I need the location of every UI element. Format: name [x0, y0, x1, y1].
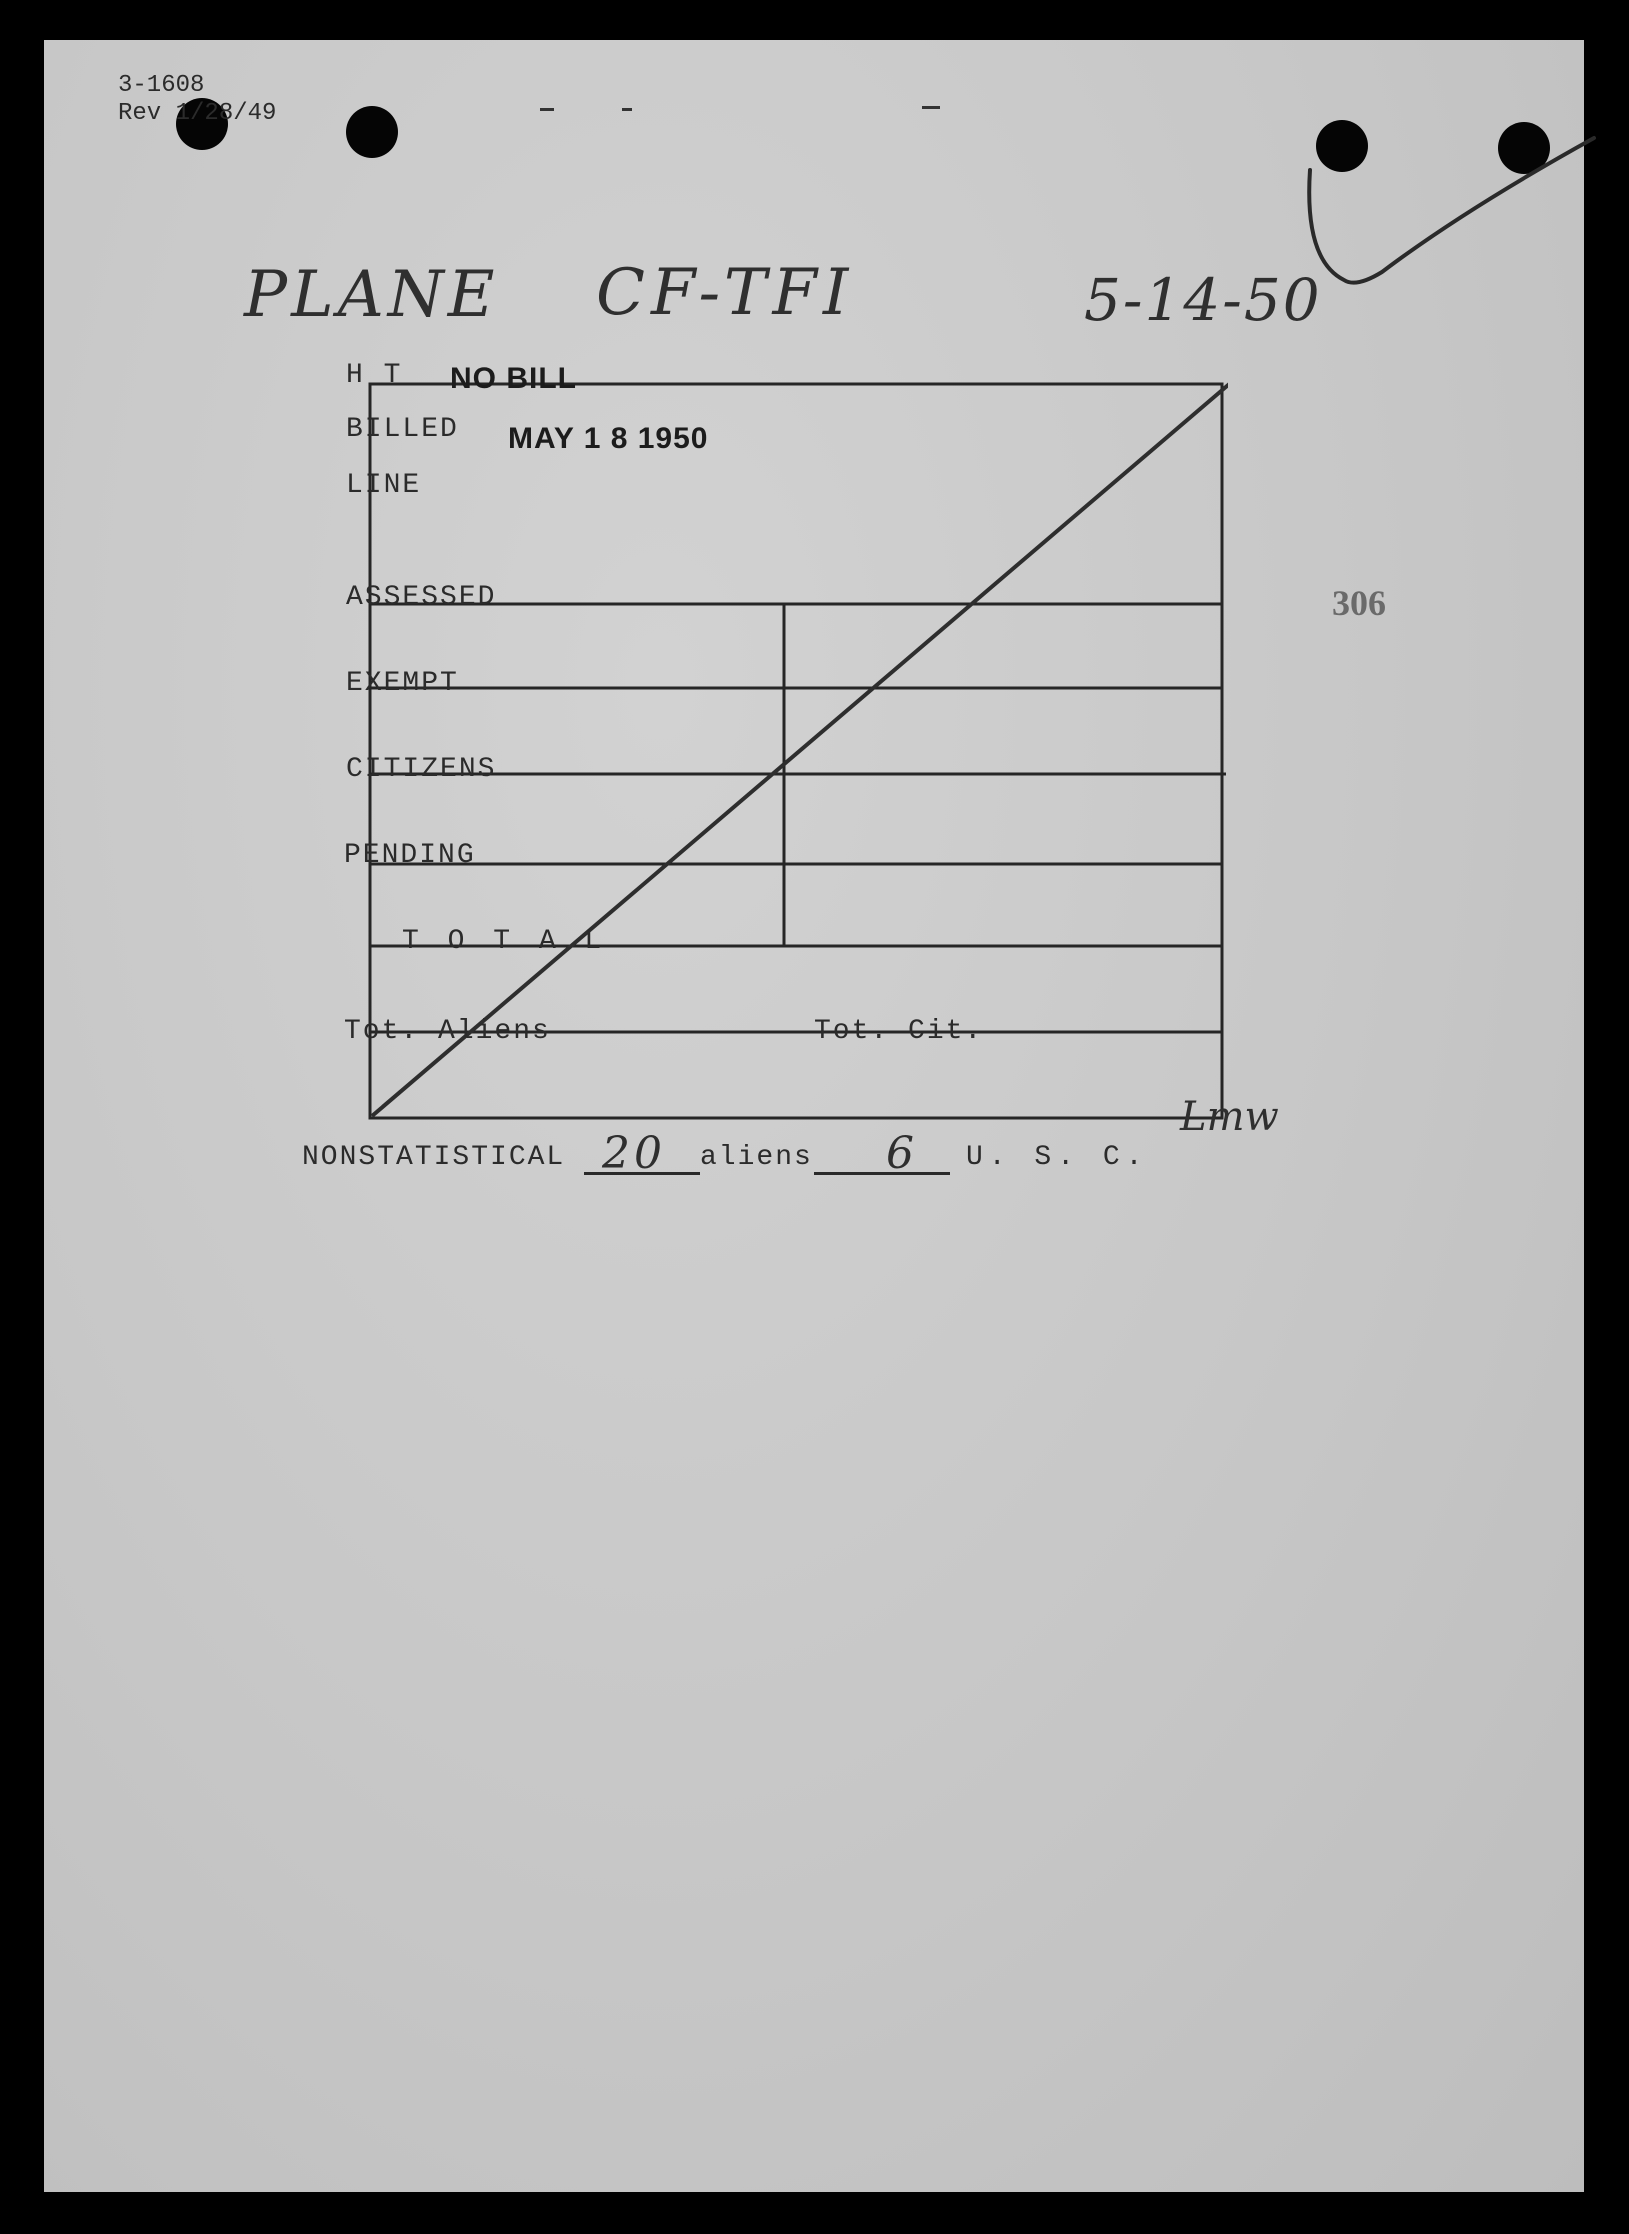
ink-mark	[540, 108, 554, 111]
punch-hole-left-2	[346, 106, 398, 158]
handwritten-aliens-count: 20	[602, 1128, 666, 1179]
blank-usc	[814, 1172, 950, 1175]
label-ht: H T	[346, 360, 403, 391]
ink-mark	[922, 106, 940, 109]
plane-id: CF-TFI	[596, 256, 855, 330]
form-table	[366, 380, 1228, 1122]
check-mark	[1304, 100, 1604, 300]
label-billed: BILLED	[346, 414, 459, 445]
label-aliens: aliens	[700, 1142, 813, 1173]
label-total: T O T A L	[402, 926, 608, 957]
void-diagonal-line	[372, 380, 1228, 1116]
label-citizens: CITIZENS	[346, 754, 497, 785]
document-page	[44, 40, 1584, 2192]
ink-mark	[622, 108, 632, 111]
handwritten-initials: Lmw	[1180, 1094, 1279, 1140]
label-nonstatistical: NONSTATISTICAL	[302, 1142, 566, 1173]
label-line: LINE	[346, 470, 422, 501]
handwritten-usc-count: 6	[886, 1128, 914, 1179]
label-tot-cit: Tot. Cit.	[814, 1016, 984, 1047]
form-number: 3-1608	[118, 72, 205, 99]
plane-label: PLANE	[244, 258, 499, 332]
form-revision: Rev 1/28/49	[118, 100, 277, 127]
label-tot-aliens: Tot. Aliens	[344, 1016, 551, 1047]
handwritten-date: 5-14-50	[1084, 266, 1322, 334]
page-number: 306	[1332, 583, 1386, 623]
label-exempt: EXEMPT	[346, 668, 459, 699]
stamp-no-bill: NO BILL	[450, 362, 577, 395]
label-pending: PENDING	[344, 840, 476, 871]
stamp-billed-date: MAY 1 8 1950	[508, 422, 709, 455]
label-usc: U. S. C.	[966, 1142, 1149, 1173]
label-assessed: ASSESSED	[346, 582, 497, 613]
